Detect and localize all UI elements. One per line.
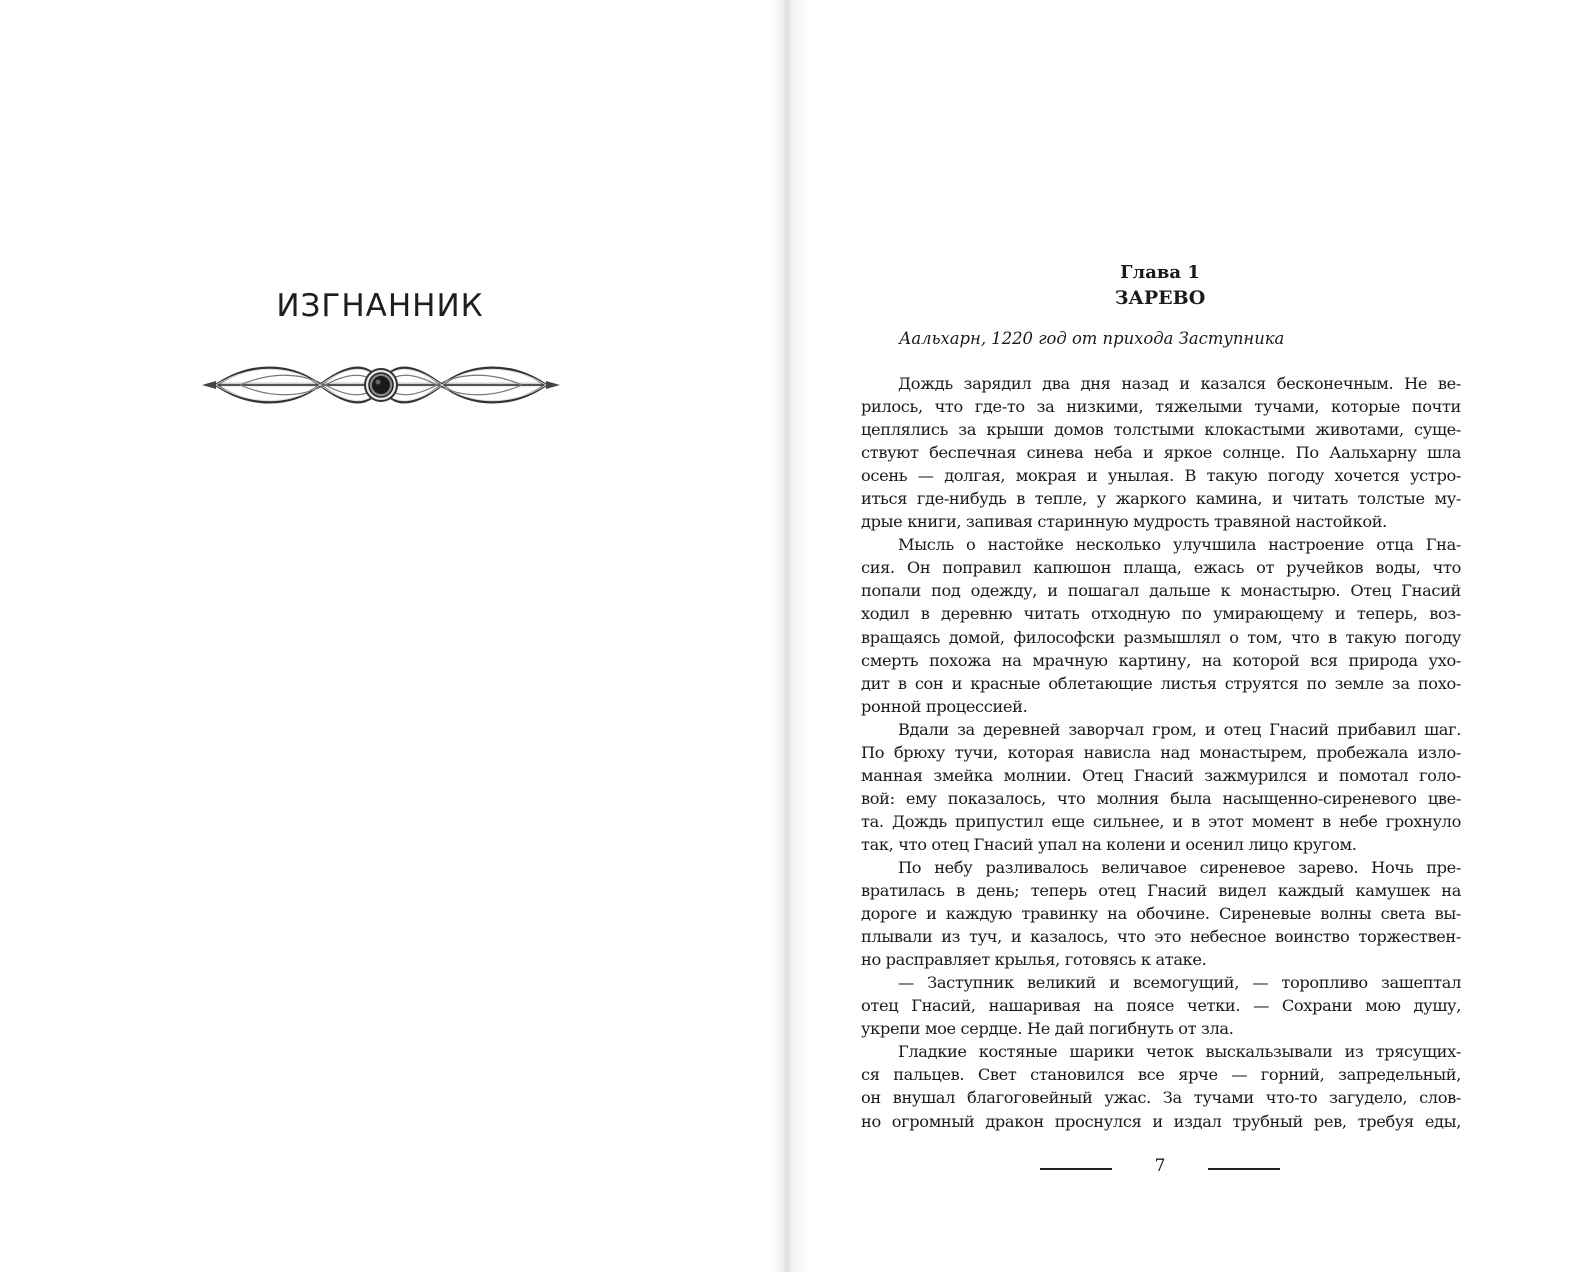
right-page [790,0,1578,1272]
text-line: рилось, что где-то за низкими, тяжелыми тучами, которые почти [861,397,1461,417]
text-line: ронной процессией. [861,696,1028,716]
text-line: Мысль о настойке несколько улучшила настроение отца Гна- [898,535,1461,555]
text-line: осень — долгая, мокрая и унылая. В такую погоду хочется устро- [861,466,1461,486]
text-line: По брюху тучи, которая нависла над монастырем, пробежала изло- [861,742,1461,762]
text-line: ствуют беспечная синева неба и яркое солнце. По Аальхарну шла [861,443,1461,463]
text-line: плывали из туч, и казалось, что это небесное воинство торжествен- [861,927,1461,947]
text-line: дороге и каждую травинку на обочине. Сиреневые волны света вы- [861,904,1461,924]
text-line: но огромный дракон проснулся и издал трубный рев, требуя еды, [861,1111,1461,1131]
text-line: ся пальцев. Свет становился все ярче — горний, запредельный, [861,1065,1461,1085]
text-line: вой: ему показалось, что молния была насыщенно-сиреневого цве- [861,788,1461,808]
text-line: сия. Он поправил капюшон плаща, ежась от ручейков воды, что [861,558,1461,578]
part-title: ИЗГНАННИК [276,288,484,324]
text-line: цеплялись за крыши домов толстыми клокастыми животами, суще- [861,420,1461,440]
text-line: отец Гнасий, нашаривая на поясе четки. — Сохрани мою душу, [861,996,1461,1016]
text-line: По небу разливалось величавое сиреневое зарево. Ночь пре- [898,857,1461,877]
text-line: так, что отец Гнасий упал на колени и осенил лицо кругом. [861,834,1357,854]
chapter-title: ЗАРЕВО [1114,287,1206,309]
text-line: но расправляет крылья, готовясь к атаке. [861,950,1207,970]
text-line: вратилась в день; теперь отец Гнасий видел каждый камушек на [861,881,1461,901]
text-line: — Заступник великий и всемогущий, — торопливо зашептал [898,973,1461,993]
page-footer [1040,1156,1280,1182]
text-line: укрепи мое сердце. Не дай погибнуть от зла. [861,1019,1234,1039]
left-page [0,0,780,1272]
page-number: 7 [1154,1156,1166,1176]
text-line: иться где-нибудь в тепле, у жаркого камина, и читать толстые му- [861,489,1461,509]
text-line: ходил в деревню читать отходную по умирающему и теперь, воз- [861,604,1461,624]
text-line: смерть похожа на мрачную картину, на которой вся природа ухо- [861,650,1461,670]
text-line: вращаясь домой, философски размышлял о том, что в такую погоду [861,627,1461,647]
text-line: Дождь зарядил два дня назад и казался бесконечным. Не ве- [898,374,1461,393]
text-line: дрые книги, запивая старинную мудрость травяной настойкой. [861,512,1387,532]
footer-rule-right [1208,1168,1280,1170]
text-line: та. Дождь припустил еще сильнее, и в этот момент в небе грохнуло [861,811,1461,831]
ornamental-divider-icon [200,360,562,410]
text-line: он внушал благоговейный ужас. За тучами что-то загудело, слов- [861,1088,1461,1108]
text-line: манная змейка молнии. Отец Гнасий зажмурился и помотал голо- [861,765,1461,785]
text-line: Гладкие костяные шарики четок выскальзывали из трясущих- [898,1042,1461,1062]
text-line: попали под одежду, и пошагал дальше к монастырю. Отец Гнасий [861,581,1461,601]
chapter-label: Глава 1 [1120,262,1200,283]
chapter-body [861,372,1461,1133]
text-line: Вдали за деревней заворчал гром, и отец Гнасий прибавил шаг. [898,719,1461,739]
epigraph: Аальхарн, 1220 год от прихода Заступника [899,329,1285,348]
text-line: дит в сон и красные облетающие листья струятся по земле за похо- [861,673,1461,693]
